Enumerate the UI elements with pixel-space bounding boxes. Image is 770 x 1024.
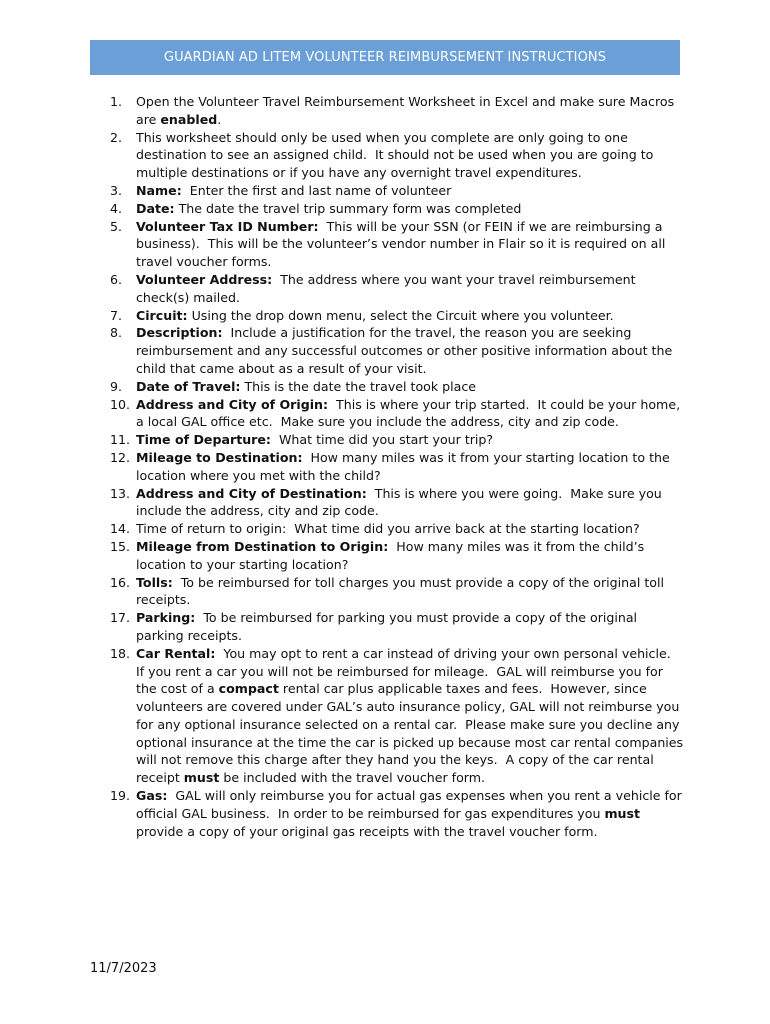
instruction-number: 17. [110, 610, 131, 626]
instruction-text [136, 787, 685, 840]
instruction-bold-text: Car Rental: [136, 645, 216, 661]
instruction-text-run: This is where your trip started. It could be your home, a local GAL office etc. Make sure you include the address, city and zip code. [136, 396, 685, 430]
instruction-number: 5. [110, 218, 123, 234]
instruction-text [136, 307, 685, 325]
instruction-item [110, 396, 685, 432]
instruction-text [136, 93, 685, 129]
instruction-text-run: Include a justification for the travel, the reason you are seeking reimbursement and any successful outcomes or other positive information about the child that came about as a result of your visit. [136, 325, 677, 376]
instruction-item [110, 182, 685, 200]
instruction-item [110, 307, 685, 325]
instruction-number: 1. [110, 94, 123, 109]
instruction-text-run: GAL will only reimburse you for actual gas expenses when you rent a vehicle for official GAL business. In order to be reimbursed for gas expenditures you [136, 788, 686, 821]
instruction-bold-text: Circuit: [136, 307, 188, 323]
instruction-item [110, 324, 685, 377]
instruction-text-run: What time did you start your trip? [270, 432, 494, 448]
instruction-bold-text: compact [218, 681, 279, 697]
instruction-number: 18. [110, 645, 131, 661]
instruction-bold-text: Time of Departure: [136, 432, 271, 448]
instruction-text [136, 449, 685, 485]
instruction-text-run: Enter the first and last name of volunteer [181, 182, 452, 198]
instruction-text-run: To be reimbursed for toll charges you must provide a copy of the original toll receipts. [136, 574, 669, 608]
instruction-item [110, 129, 685, 182]
instruction-item [110, 485, 685, 521]
instruction-text [136, 520, 685, 538]
instruction-text [136, 129, 685, 182]
instruction-number: 4. [110, 200, 123, 216]
instruction-bold-text: Tolls: [136, 574, 173, 590]
instruction-text [136, 396, 685, 432]
instruction-text-run: How many miles was it from your starting location to the location where you met with the child? [136, 449, 674, 483]
instruction-bold-text: must [604, 805, 641, 821]
instruction-text [136, 574, 685, 610]
instruction-number: 3. [110, 182, 123, 198]
instruction-text [136, 218, 685, 271]
instruction-text [136, 645, 688, 787]
instruction-text-run: The date the travel trip summary form was completed [174, 200, 522, 216]
instruction-number: 8. [110, 325, 123, 341]
instruction-bold-text: Address and City of Origin: [136, 396, 329, 412]
instruction-number: 9. [110, 378, 123, 394]
instruction-text [136, 538, 685, 574]
instruction-list [110, 93, 688, 840]
instruction-text-run: How many miles was it from the child’s location to your starting location? [136, 538, 649, 572]
instruction-bold-text: Date of Travel: [136, 378, 241, 394]
instruction-text-run: The address where you want your travel reimbursement check(s) mailed. [136, 271, 640, 305]
instruction-item [110, 271, 685, 307]
instruction-text [136, 609, 685, 645]
instruction-text-run: provide a copy of your original gas receipts with the travel voucher form. [136, 805, 645, 839]
instruction-item [110, 538, 685, 574]
instruction-bold-text: Name: [136, 182, 182, 198]
instruction-number: 6. [110, 271, 123, 287]
instruction-number: 14. [110, 521, 131, 537]
instruction-bold-text: Mileage from Destination to Origin: [136, 538, 389, 554]
instruction-number: 19. [110, 788, 131, 804]
instruction-number: 2. [110, 129, 123, 145]
instruction-text-run: be included with the travel voucher form. [219, 770, 486, 786]
instruction-bold-text: Description: [136, 325, 223, 341]
instruction-text [136, 485, 685, 521]
instruction-bold-text: enabled [160, 111, 218, 127]
instruction-text-run: rental car plus applicable taxes and fees. However, since volunteers are covered under GAL’s auto insurance policy, GAL will not reimburse you for any optional insurance selected on a rental car. Please make sure you decline any optional insurance at the time the car is picked up because most car rental companies will not remove this charge after they hand you the keys. A copy of the car rental receipt [136, 681, 688, 786]
instruction-bold-text: Volunteer Tax ID Number: [136, 218, 319, 234]
instruction-bold-text: Address and City of Destination: [136, 485, 367, 501]
instruction-text [136, 182, 685, 200]
instruction-text [136, 324, 685, 377]
instruction-text-run: This is where you were going. Make sure you include the address, city and zip code. [136, 485, 666, 519]
instruction-item [110, 609, 685, 645]
instruction-item [110, 449, 685, 485]
document-header [90, 40, 680, 75]
instruction-number: 7. [110, 307, 123, 323]
instruction-bold-text: must [183, 770, 220, 786]
instruction-text [136, 431, 685, 449]
instruction-text [136, 271, 685, 307]
instruction-text-run: You may opt to rent a car instead of driving your own personal vehicle. If you rent a car you will not be reimbursed for mileage. GAL will reimburse you for the cost of a [136, 645, 679, 697]
instruction-item [110, 520, 685, 538]
instruction-number: 11. [110, 432, 131, 448]
instruction-bold-text: Parking: [136, 610, 196, 626]
footer-date: 11/7/2023 [90, 961, 157, 976]
instruction-text-run: Time of return to origin: What time did you arrive back at the starting location? [136, 521, 640, 537]
instruction-text-run: To be reimbursed for parking you must provide a copy of the original parking receipts. [136, 610, 642, 643]
instruction-bold-text: Volunteer Address: [136, 271, 273, 287]
instruction-item [110, 378, 685, 396]
instruction-text [136, 378, 685, 396]
instruction-number: 15. [110, 538, 131, 554]
instruction-text-run: This is the date the travel took place [240, 378, 477, 394]
document-title: GUARDIAN AD LITEM VOLUNTEER REIMBURSEMENT INSTRUCTIONS [163, 50, 607, 65]
instruction-item [110, 574, 685, 610]
instruction-text-run: Using the drop down menu, select the Circuit where you volunteer. [187, 307, 614, 323]
instruction-bold-text: Mileage to Destination: [136, 449, 303, 465]
instruction-text [136, 200, 685, 218]
instruction-text-run: . [217, 111, 222, 127]
instruction-item [110, 787, 685, 840]
instruction-number: 10. [110, 396, 131, 412]
instruction-bold-text: Date: [136, 200, 175, 216]
instruction-bold-text: Gas: [136, 788, 168, 804]
instruction-text-run: Open the Volunteer Travel Reimbursement Worksheet in Excel and make sure Macros are [136, 94, 679, 127]
instruction-number: 16. [110, 574, 131, 590]
instruction-number: 12. [110, 449, 131, 465]
instruction-item [110, 431, 685, 449]
instruction-item [110, 93, 685, 129]
instruction-text-run: This worksheet should only be used when you complete are only going to one destination to see an assigned child. It should not be used when you are going to multiple destinations or if you have any overnight travel expenditures. [136, 129, 658, 181]
instruction-item [110, 200, 685, 218]
instruction-text-run: This will be your SSN (or FEIN if we are reimbursing a business). This will be the volunteer’s vendor number in Flair so it is required on all travel voucher forms. [136, 218, 670, 270]
instruction-item [110, 645, 688, 787]
instruction-item [110, 218, 685, 271]
instruction-number: 13. [110, 485, 131, 501]
